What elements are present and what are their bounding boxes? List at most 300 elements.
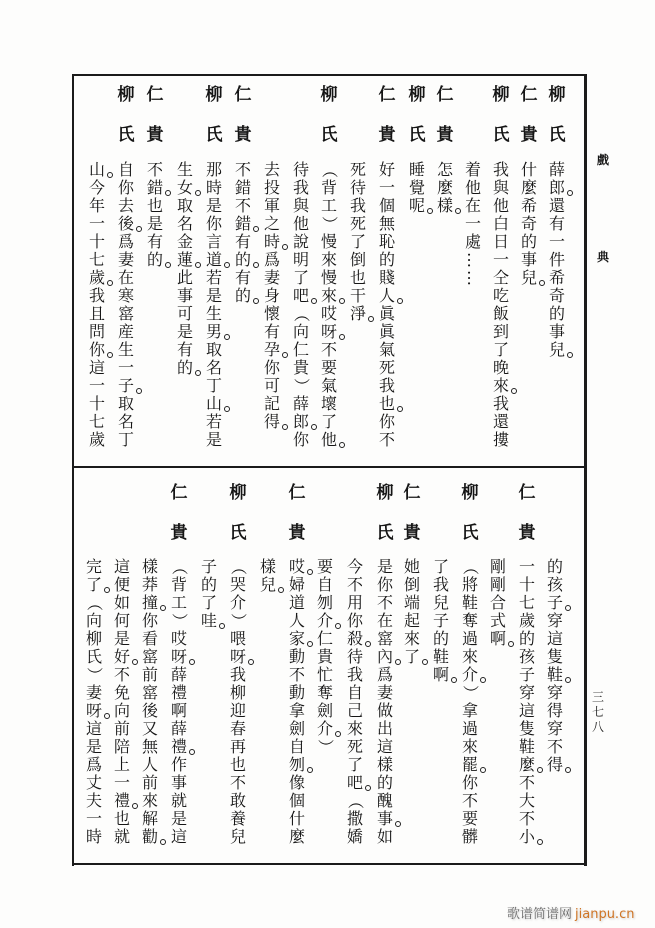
- glyph: 一: [518, 557, 535, 576]
- glyph: 兒: [229, 827, 246, 846]
- dialogue-text: [407, 161, 427, 215]
- glyph: 後: [116, 215, 136, 233]
- punctuation-circle: [397, 406, 403, 412]
- glyph: 不: [288, 665, 305, 684]
- glyph: 禮: [169, 738, 189, 756]
- continuation-column: [345, 467, 365, 864]
- glyph: 工: [320, 196, 337, 215]
- punctuation-circle: [395, 821, 401, 827]
- glyph: 嬌: [346, 827, 363, 846]
- glyph: 呀: [228, 648, 248, 666]
- glyph: 到: [492, 322, 509, 341]
- glyph: ）: [229, 612, 248, 629]
- glyph: 的: [378, 250, 395, 269]
- dialogue-text: [519, 161, 539, 287]
- glyph: 與: [292, 196, 309, 215]
- glyph: 你: [117, 178, 134, 197]
- glyph: 的: [175, 359, 195, 377]
- punctuation-circle: [224, 334, 230, 340]
- glyph: 薛: [548, 160, 565, 179]
- glyph: 再: [229, 737, 246, 756]
- glyph: 仁: [170, 483, 188, 503]
- glyph: 也: [146, 196, 163, 215]
- glyph: 工: [170, 593, 187, 612]
- glyph: 什: [288, 809, 305, 828]
- glyph: 如: [113, 593, 130, 612]
- glyph: 八: [591, 720, 604, 734]
- glyph: 自: [316, 575, 333, 594]
- dialogue-column: [435, 75, 455, 467]
- punctuation-circle: [339, 298, 345, 304]
- glyph: 的: [233, 251, 253, 269]
- dialogue-column: [407, 75, 427, 467]
- glyph: 麼: [288, 827, 305, 846]
- glyph: 背: [320, 178, 337, 197]
- glyph: 奇: [548, 286, 565, 305]
- glyph: （: [461, 558, 480, 575]
- glyph: 後: [141, 701, 158, 720]
- continuation-column: [258, 467, 278, 864]
- glyph: 是: [205, 430, 222, 449]
- glyph: 奪: [316, 683, 333, 702]
- glyph: 我: [378, 376, 395, 395]
- continuation-column: [175, 75, 195, 467]
- glyph: 了: [492, 340, 509, 359]
- continuation-column: [348, 75, 368, 467]
- glyph: 麼: [517, 756, 537, 774]
- glyph: 去: [263, 160, 280, 179]
- glyph: 錯: [233, 215, 253, 233]
- glyph: 了: [292, 268, 309, 287]
- glyph: 時: [85, 827, 102, 846]
- continuation-column: [315, 467, 335, 864]
- glyph: 生: [176, 160, 193, 179]
- glyph: 自: [346, 683, 363, 702]
- glyph: （: [170, 558, 189, 575]
- punctuation-circle: [224, 406, 230, 412]
- glyph: 今: [88, 178, 105, 197]
- glyph: 不: [518, 809, 535, 828]
- glyph: 介: [460, 666, 480, 684]
- glyph: 氏: [117, 125, 135, 145]
- glyph: 淨: [348, 305, 368, 323]
- glyph: 可: [263, 376, 280, 395]
- glyph: 仁: [403, 483, 421, 503]
- glyph: 眞: [378, 304, 395, 323]
- glyph: 是: [85, 737, 102, 756]
- punctuation-circle: [451, 677, 457, 683]
- punctuation-circle: [539, 280, 545, 286]
- glyph: 前: [113, 719, 130, 738]
- glyph: 向: [85, 611, 102, 630]
- glyph: 撞: [140, 594, 160, 612]
- glyph: 的: [518, 629, 535, 648]
- glyph: 了: [84, 576, 104, 594]
- glyph: 作: [170, 755, 187, 774]
- glyph: 內: [375, 648, 395, 666]
- glyph: 一: [378, 178, 395, 197]
- glyph: 死: [349, 214, 366, 233]
- glyph: 的: [548, 304, 565, 323]
- glyph: 歲: [518, 611, 535, 630]
- punctuation-circle: [160, 839, 166, 845]
- glyph: 懷: [263, 304, 280, 323]
- glyph: 女: [175, 179, 195, 197]
- glyph: 仁: [288, 483, 306, 503]
- glyph: 孩: [518, 647, 535, 666]
- glyph: 個: [378, 196, 395, 215]
- glyph: 兒: [432, 593, 449, 612]
- dialogue-text: [377, 161, 397, 449]
- glyph: 倒: [349, 250, 366, 269]
- glyph: 來: [346, 719, 363, 738]
- glyph: 合: [489, 593, 506, 612]
- glyph: 有: [234, 232, 251, 251]
- glyph: 哎: [287, 558, 307, 576]
- glyph: 的: [520, 232, 537, 251]
- glyph: 一: [492, 250, 509, 269]
- glyph: （: [320, 161, 339, 178]
- glyph: 死: [349, 160, 366, 179]
- punctuation-circle: [311, 298, 317, 304]
- punctuation-circle: [335, 623, 341, 629]
- glyph: 迎: [229, 701, 246, 720]
- dialogue-text: [375, 558, 395, 846]
- glyph: 十: [88, 394, 105, 413]
- glyph: 剛: [489, 575, 506, 594]
- punctuation-circle: [282, 244, 288, 250]
- glyph: 一: [113, 773, 130, 792]
- glyph: 要: [320, 358, 337, 377]
- speaker-label: [233, 75, 253, 155]
- punctuation-circle: [248, 659, 254, 665]
- speaker-label: [377, 75, 397, 155]
- glyph: 與: [492, 178, 509, 197]
- punctuation-circle: [567, 352, 573, 358]
- glyph: 寒: [117, 286, 134, 305]
- glyph: 也: [377, 395, 397, 413]
- glyph: 吃: [492, 286, 509, 305]
- glyph: 得: [545, 756, 565, 774]
- glyph: 呀: [84, 702, 104, 720]
- glyph: 十: [88, 232, 105, 251]
- glyph: 的: [233, 287, 253, 305]
- glyph: 穿: [546, 683, 563, 702]
- glyph: 慢: [320, 232, 337, 251]
- glyph: 事: [520, 250, 537, 269]
- glyph: 明: [292, 250, 309, 269]
- glyph: 名: [205, 358, 222, 377]
- glyph: 有: [548, 214, 565, 233]
- glyph: 是: [113, 629, 130, 648]
- glyph: 介: [315, 720, 335, 738]
- glyph: 錯: [234, 178, 251, 197]
- punctuation-circle: [136, 388, 142, 394]
- glyph: 啊: [431, 666, 451, 684]
- glyph: 氣: [320, 376, 337, 395]
- glyph: 得: [262, 413, 282, 431]
- glyph: 何: [113, 611, 130, 630]
- dialogue-text: [435, 161, 455, 215]
- glyph: 鞋: [432, 647, 449, 666]
- punctuation-circle: [307, 641, 313, 647]
- glyph: 撒: [346, 809, 363, 828]
- speaker-label: [375, 473, 395, 553]
- punctuation-circle: [132, 803, 138, 809]
- speaker-label: [491, 75, 511, 155]
- dialogue-column: [116, 75, 136, 467]
- continuation-column: [545, 467, 565, 864]
- glyph: 歲: [87, 269, 107, 287]
- glyph: 這: [85, 719, 102, 738]
- dialogue-column: [169, 467, 189, 864]
- glyph: 子: [116, 377, 136, 395]
- punctuation-circle: [219, 623, 225, 629]
- glyph: 你: [205, 214, 222, 233]
- glyph: 禮: [112, 792, 132, 810]
- dialogue-column: [377, 75, 397, 467]
- glyph: 背: [170, 575, 187, 594]
- glyph: 喂: [229, 629, 246, 648]
- punctuation-circle: [107, 172, 113, 178]
- glyph: 在: [464, 196, 481, 215]
- glyph: 來: [461, 647, 478, 666]
- glyph: 記: [263, 394, 280, 413]
- glyph: 待: [349, 178, 366, 197]
- continuation-column: [84, 467, 104, 864]
- glyph: 是: [205, 196, 222, 215]
- glyph: ）: [461, 684, 480, 701]
- glyph: 哎: [170, 629, 187, 648]
- punctuation-circle: [136, 226, 142, 232]
- glyph: 貴: [316, 647, 333, 666]
- glyph: 也: [229, 755, 246, 774]
- glyph: 不: [376, 593, 393, 612]
- glyph: 之: [263, 214, 280, 233]
- glyph: 怎: [436, 160, 453, 179]
- glyph: 仝: [492, 268, 509, 287]
- punctuation-circle: [307, 767, 313, 773]
- glyph: 柳: [376, 483, 394, 503]
- glyph: 不: [461, 791, 478, 810]
- glyph: 貴: [170, 523, 188, 543]
- glyph: 向: [113, 701, 130, 720]
- glyph: 窰: [117, 304, 134, 323]
- glyph: 丁: [117, 430, 134, 449]
- glyph: 穿: [518, 683, 535, 702]
- glyph: 金: [176, 232, 193, 251]
- glyph: 春: [229, 719, 246, 738]
- glyph: （: [346, 792, 365, 809]
- glyph: 要: [316, 557, 333, 576]
- glyph: 也: [349, 268, 366, 287]
- punctuation-circle: [253, 226, 259, 232]
- glyph: 如: [376, 827, 393, 846]
- glyph: 是: [176, 322, 193, 341]
- dialogue-text: [112, 558, 132, 846]
- glyph: 來: [403, 629, 420, 648]
- glyph: 柳: [229, 483, 247, 503]
- glyph: 名: [117, 412, 134, 431]
- speaker-label: [460, 473, 480, 553]
- glyph: 這: [518, 701, 535, 720]
- glyph: 子: [200, 557, 217, 576]
- punctuation-circle: [537, 839, 543, 845]
- glyph: 不: [234, 160, 251, 179]
- glyph: 爲: [376, 665, 393, 684]
- punctuation-circle: [160, 605, 166, 611]
- glyph: 也: [113, 809, 130, 828]
- punctuation-circle: [368, 316, 374, 322]
- running-head-char-1: 戲: [596, 153, 609, 167]
- punctuation-circle: [253, 298, 259, 304]
- glyph: 殺: [345, 630, 365, 648]
- dialogue-column: [460, 467, 480, 864]
- glyph: 他: [464, 178, 481, 197]
- glyph: 七: [88, 412, 105, 431]
- glyph: 山: [87, 161, 107, 179]
- glyph: 將: [461, 575, 478, 594]
- punctuation-circle: [339, 334, 345, 340]
- glyph: 氏: [320, 125, 338, 145]
- glyph: 兒: [258, 576, 278, 594]
- glyph: 無: [378, 214, 395, 233]
- glyph: 一: [117, 358, 134, 377]
- punctuation-circle: [165, 190, 171, 196]
- glyph: 此: [176, 268, 193, 287]
- punctuation-circle: [278, 587, 284, 593]
- glyph: 這: [113, 557, 130, 576]
- glyph: 就: [113, 827, 130, 846]
- glyph: 養: [229, 809, 246, 828]
- glyph: 就: [170, 791, 187, 810]
- glyph: 丈: [85, 773, 102, 792]
- glyph: 柳: [85, 629, 102, 648]
- glyph: 我: [432, 575, 449, 594]
- glyph: 啊: [170, 701, 187, 720]
- punctuation-circle: [195, 262, 201, 268]
- glyph: 前: [141, 665, 158, 684]
- glyph: 你: [346, 611, 363, 630]
- punctuation-circle: [189, 749, 195, 755]
- glyph: 這: [546, 629, 563, 648]
- punctuation-circle: [567, 190, 573, 196]
- glyph: 柳: [229, 683, 246, 702]
- dialogue-text: [233, 161, 253, 305]
- glyph: 不: [546, 737, 563, 756]
- punctuation-circle: [537, 767, 543, 773]
- glyph: 做: [376, 701, 393, 720]
- glyph: 有: [234, 268, 251, 287]
- speaker-label: [547, 75, 567, 155]
- glyph: 這: [170, 827, 187, 846]
- punctuation-circle: [339, 442, 345, 448]
- glyph: 夫: [85, 791, 102, 810]
- speaker-label: [319, 75, 339, 155]
- glyph: 一: [88, 214, 105, 233]
- punctuation-circle: [165, 262, 171, 268]
- glyph: 柳: [408, 85, 426, 105]
- glyph: 他: [292, 214, 309, 233]
- glyph: 氏: [85, 647, 102, 666]
- glyph: 問: [88, 322, 105, 341]
- punctuation-circle: [107, 280, 113, 286]
- glyph: 貴: [436, 125, 454, 145]
- punctuation-circle: [253, 262, 259, 268]
- glyph: 罷: [460, 756, 480, 774]
- glyph: 你: [376, 575, 393, 594]
- glyph: 氣: [378, 340, 395, 359]
- glyph: 又: [141, 719, 158, 738]
- glyph: 什: [520, 160, 537, 179]
- glyph: 免: [113, 683, 130, 702]
- punctuation-circle: [224, 262, 230, 268]
- glyph: 我: [346, 665, 363, 684]
- glyph: 哇: [199, 612, 219, 630]
- glyph: 倒: [403, 575, 420, 594]
- glyph: 看: [141, 629, 158, 648]
- glyph: 你: [87, 341, 107, 359]
- punctuation-circle: [104, 587, 110, 593]
- glyph: 己: [346, 701, 363, 720]
- glyph: 呀: [319, 323, 339, 341]
- glyph: 來: [319, 287, 339, 305]
- glyph: 小: [517, 828, 537, 846]
- glyph: 的: [200, 575, 217, 594]
- dialogue-text: [431, 558, 451, 684]
- dialogue-column: [517, 467, 537, 864]
- glyph: 氏: [229, 523, 247, 543]
- glyph: 眞: [378, 322, 395, 341]
- glyph: 來: [461, 737, 478, 756]
- glyph: 郎: [547, 179, 567, 197]
- glyph: 仁: [518, 483, 536, 503]
- dialogue-column: [233, 75, 253, 467]
- glyph: 便: [113, 575, 130, 594]
- glyph: 介: [315, 612, 335, 630]
- dialogue-text: [517, 558, 537, 846]
- glyph: 是: [205, 286, 222, 305]
- glyph: 起: [403, 611, 420, 630]
- speaker-label: [204, 75, 224, 155]
- glyph: 哭: [229, 575, 246, 594]
- glyph: 不: [346, 575, 363, 594]
- glyph: 男: [204, 323, 224, 341]
- dialogue-column: [204, 75, 224, 467]
- glyph: 柳: [117, 85, 135, 105]
- glyph: 件: [548, 250, 565, 269]
- glyph: 摟: [492, 430, 509, 449]
- glyph: 生: [117, 340, 134, 359]
- glyph: 解: [141, 809, 158, 828]
- glyph: 妻: [85, 683, 102, 702]
- glyph: 貴: [518, 523, 536, 543]
- dialogue-text: [228, 558, 248, 846]
- glyph: 時: [262, 233, 282, 251]
- glyph: 郎: [291, 413, 311, 431]
- glyph: 好: [378, 160, 395, 179]
- glyph: 動: [288, 647, 305, 666]
- glyph: 式: [489, 611, 506, 630]
- glyph: 不: [229, 773, 246, 792]
- dialogue-column: [491, 75, 511, 467]
- punctuation-circle: [335, 731, 341, 737]
- punctuation-circle: [307, 569, 313, 575]
- glyph: 爲: [117, 232, 134, 251]
- glyph: 孕: [262, 341, 282, 359]
- glyph: 人: [288, 611, 305, 630]
- glyph: 投: [263, 178, 280, 197]
